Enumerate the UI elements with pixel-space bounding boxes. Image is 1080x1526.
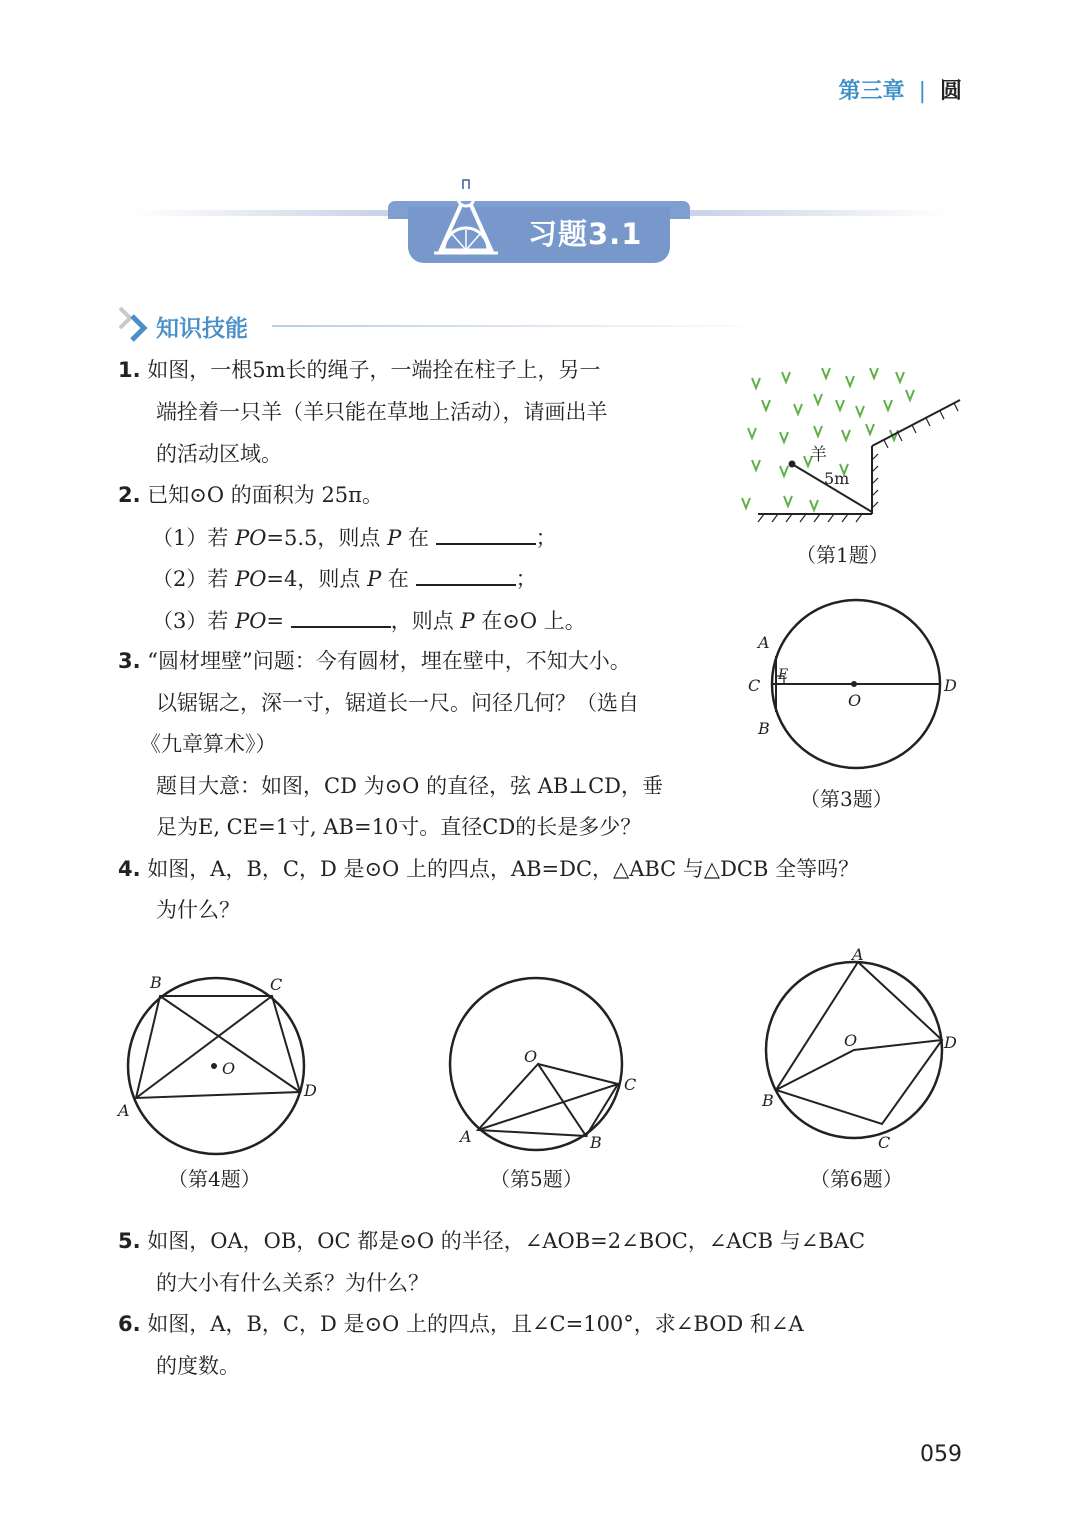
- figure-6-caption: （第6题）: [810, 1167, 903, 1191]
- compass-protractor-icon: [430, 178, 506, 258]
- problem-1-line-1: 1. 如图，一根5m长的绳子，一端拴在柱子上，另一: [118, 358, 601, 382]
- figure-4-caption: （第4题）: [168, 1167, 261, 1191]
- problem-3-line-4: 题目大意：如图，CD 为⊙O 的直径，弦 AB⊥CD，垂: [156, 774, 663, 798]
- fig6-point-D: D: [944, 1033, 957, 1052]
- answer-blank-2[interactable]: [416, 564, 516, 586]
- fig5-point-O: O: [524, 1047, 538, 1066]
- problem-2-line-1: 2. 已知⊙O 的面积为 25π。: [118, 483, 383, 507]
- figure-3: [740, 590, 970, 780]
- problem-1-line-2: 端拴着一只羊（羊只能在草地上活动），请画出羊: [156, 400, 608, 424]
- problem-6-line-1: 6. 如图，A，B，C，D 是⊙O 上的四点，且∠C=100°，求∠BOD 和∠A: [118, 1312, 804, 1336]
- section-title: 知识技能: [156, 316, 248, 342]
- page-number: 059: [920, 1442, 962, 1467]
- problem-5-line-1: 5. 如图，OA，OB，OC 都是⊙O 的半径，∠AOB=2∠BOC，∠ACB 与∠BAC: [118, 1229, 866, 1253]
- fig3-point-C: C: [748, 676, 761, 695]
- section-rule: [272, 325, 772, 327]
- problem-6-line-2: 的度数。: [156, 1354, 240, 1378]
- answer-blank-3[interactable]: [291, 606, 391, 628]
- fig4-point-A: A: [118, 1101, 130, 1120]
- problem-3-line-3: 《九章算术》）: [140, 732, 277, 756]
- fig4-point-O: O: [222, 1059, 236, 1078]
- grass-icon: [742, 368, 914, 510]
- figure-4: [112, 966, 332, 1162]
- fig3-point-A: A: [758, 633, 770, 652]
- fig5-point-C: C: [624, 1075, 637, 1094]
- header-separator: |: [918, 79, 926, 104]
- problem-1-line-3: 的活动区域。: [156, 442, 282, 466]
- fig6-point-A: A: [852, 945, 864, 964]
- fig3-point-B: B: [758, 719, 770, 738]
- fig3-point-D: D: [944, 676, 957, 695]
- problem-2-sub-2: （2）若 PO=4，则点 P 在 ；: [152, 564, 537, 593]
- length-label: 5m: [824, 469, 850, 488]
- fig6-point-B: B: [762, 1091, 774, 1110]
- chapter-label: 第三章: [838, 79, 905, 104]
- chapter-header: [839, 74, 962, 105]
- fig3-point-O: O: [848, 691, 862, 710]
- problem-4-line-1: 4. 如图，A，B，C，D 是⊙O 上的四点，AB=DC，△ABC 与△DCB 全等吗？: [118, 857, 860, 881]
- problem-3-line-5: 足为E, CE=1寸, AB=10寸。直径CD的长是多少？: [156, 815, 642, 839]
- problem-5-line-2: 的大小有什么关系？为什么？: [156, 1271, 429, 1295]
- fig5-point-B: B: [590, 1133, 602, 1152]
- fig4-point-C: C: [270, 975, 283, 994]
- problem-3-line-2: 以锯锯之，深一寸，锯道长一尺。问径几何？（选自: [156, 691, 639, 715]
- fig6-point-O: O: [844, 1031, 858, 1050]
- section-heading: [118, 306, 248, 350]
- chapter-topic: 圆: [939, 79, 962, 104]
- problem-3-line-1: 3. “圆材埋壁”问题：今有圆材，埋在壁中，不知大小。: [118, 649, 631, 673]
- exercise-title: 习题3.1: [528, 217, 643, 251]
- fig3-point-E: E: [778, 667, 789, 683]
- fig4-point-B: B: [150, 973, 162, 992]
- sheep-label: 羊: [810, 445, 827, 465]
- figure-6: [756, 944, 976, 1154]
- problem-4-line-2: 为什么？: [156, 898, 240, 922]
- problem-2-sub-1: （1）若 PO=5.5，则点 P 在 ；: [152, 523, 557, 552]
- fig4-point-D: D: [304, 1081, 317, 1100]
- fig6-point-C: C: [878, 1133, 891, 1152]
- fig5-point-A: A: [460, 1127, 472, 1146]
- answer-blank-1[interactable]: [436, 523, 536, 545]
- chevron-right-icon: [118, 306, 154, 346]
- problem-2-sub-3: （3）若 PO= ，则点 P 在⊙O 上。: [152, 606, 586, 635]
- figure-5-caption: （第5题）: [490, 1167, 583, 1191]
- figure-3-caption: （第3题）: [800, 787, 893, 811]
- figure-5: [440, 966, 650, 1162]
- figure-1-caption: （第1题）: [796, 543, 889, 567]
- figure-1: [738, 360, 968, 530]
